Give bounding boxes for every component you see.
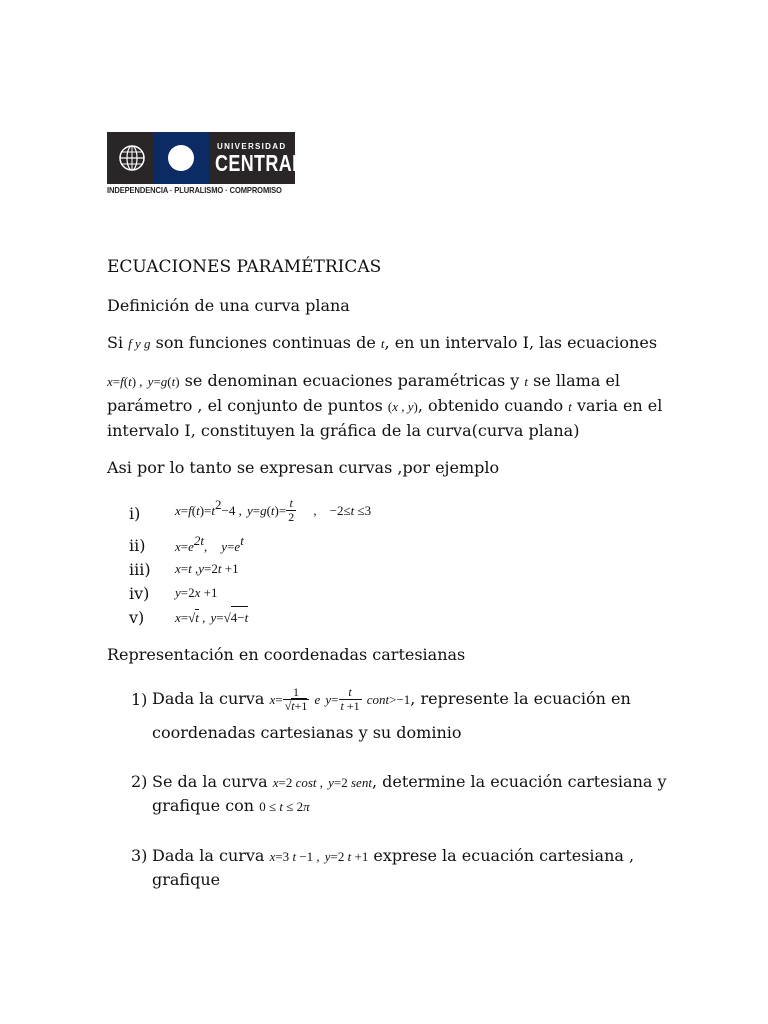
globe-icon — [119, 145, 145, 171]
definition-line-1: Si f y g son funciones continuas de t, en un intervalo I, las ecuaciones — [107, 333, 658, 352]
example-equation: y=2x +1 — [175, 585, 218, 600]
exercise-line: Se da la curva x=2 cost , y=2 sent, determine la ecuación cartesiana y — [152, 772, 667, 791]
example-label: iii) — [129, 560, 151, 579]
exercise-line-2: coordenadas cartesianas y su dominio — [152, 723, 462, 742]
example-label: v) — [129, 608, 145, 627]
page-title: ECUACIONES PARAMÉTRICAS — [107, 257, 382, 277]
exercise-line: Dada la curva x=3 t −1 , y=2 t +1 exprese la ecuación cartesiana , — [152, 846, 635, 865]
exercise-number: 3) — [131, 846, 148, 865]
exercise-line-2: grafique — [152, 870, 221, 889]
definition-heading: Definición de una curva plana — [107, 296, 350, 315]
examples-intro: Asi por lo tanto se expresan curvas ,por ejemplo — [107, 458, 500, 477]
example-label: ii) — [129, 536, 146, 555]
section-heading: Representación en coordenadas cartesianas — [107, 645, 466, 664]
definition-line-2: x=f(t) , y=g(t) se denominan ecuaciones paramétricas y t se llama el — [107, 371, 621, 390]
definition-line-4: intervalo I, constituyen la gráfica de la curva(curva plana) — [107, 421, 580, 440]
logo-university-text: UNIVERSIDAD — [217, 142, 287, 151]
example-equation: x=√t , y=√4−t — [175, 604, 248, 630]
university-logo — [107, 132, 304, 184]
example-equation: $x=f(t)=t^2-4$ , y=g(t)= $\frac{t}{2}$ , −2≤t ≤3 — [175, 496, 372, 524]
logo-central-text: CENTRAL — [215, 150, 304, 176]
definition-line-3: parámetro , el conjunto de puntos (x , y), obtenido cuando t varia en el — [107, 396, 663, 415]
exercise-line-2: grafique con 0 ≤ t ≤ 2π — [152, 796, 310, 815]
exercise-number: 1) — [131, 690, 148, 709]
exercise-line: Dada la curva x= $\frac{1}{√t+1}$ e y= $\frac{t}{t +1}$ cont>−1, represente la ecuación en — [152, 685, 631, 713]
example-equation: x=t ,y=2t +1 — [175, 561, 239, 576]
logo-tagline: INDEPENDENCIA · PLURALISMO · COMPROMISO — [107, 186, 282, 195]
circle-icon — [168, 145, 194, 171]
example-label: i) — [129, 504, 141, 523]
example-equation: $x=e^{2t}$, $y=e^t$ — [175, 533, 244, 554]
logo-blue-block — [154, 132, 209, 184]
example-label: iv) — [129, 584, 150, 603]
exercise-number: 2) — [131, 772, 148, 791]
